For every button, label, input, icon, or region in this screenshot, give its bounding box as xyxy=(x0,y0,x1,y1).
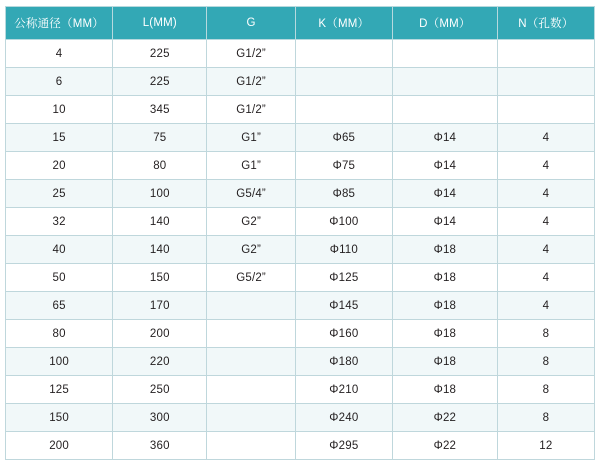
cell-g: G2” xyxy=(207,208,295,236)
cell-k xyxy=(295,96,392,124)
cell-k: Φ65 xyxy=(295,124,392,152)
cell-n: 8 xyxy=(497,320,594,348)
cell-n xyxy=(497,40,594,68)
cell-d: Φ18 xyxy=(392,292,497,320)
cell-k: Φ125 xyxy=(295,264,392,292)
cell-l: 300 xyxy=(113,404,207,432)
cell-g: G1/2” xyxy=(207,40,295,68)
cell-d xyxy=(392,68,497,96)
cell-d: Φ14 xyxy=(392,124,497,152)
cell-l: 170 xyxy=(113,292,207,320)
cell-nominal-diameter: 125 xyxy=(6,376,113,404)
cell-k xyxy=(295,40,392,68)
cell-g xyxy=(207,376,295,404)
cell-n xyxy=(497,96,594,124)
table-row xyxy=(6,376,595,404)
table-row xyxy=(6,320,595,348)
cell-nominal-diameter: 6 xyxy=(6,68,113,96)
cell-g xyxy=(207,348,295,376)
cell-g xyxy=(207,320,295,348)
cell-k: Φ75 xyxy=(295,152,392,180)
cell-nominal-diameter: 10 xyxy=(6,96,113,124)
cell-g xyxy=(207,432,295,460)
cell-d: Φ18 xyxy=(392,264,497,292)
cell-d: Φ22 xyxy=(392,432,497,460)
cell-g: G2” xyxy=(207,236,295,264)
cell-d xyxy=(392,96,497,124)
cell-g xyxy=(207,404,295,432)
cell-k: Φ160 xyxy=(295,320,392,348)
table-row xyxy=(6,40,595,68)
table-row xyxy=(6,96,595,124)
cell-d: Φ14 xyxy=(392,152,497,180)
cell-l: 225 xyxy=(113,40,207,68)
table-row xyxy=(6,208,595,236)
column-header-l: L(MM) xyxy=(113,7,207,40)
table-row xyxy=(6,180,595,208)
table-row xyxy=(6,348,595,376)
cell-d: Φ14 xyxy=(392,180,497,208)
table-row xyxy=(6,264,595,292)
cell-g xyxy=(207,292,295,320)
cell-l: 140 xyxy=(113,236,207,264)
cell-n: 4 xyxy=(497,124,594,152)
table-row xyxy=(6,152,595,180)
cell-g: G1” xyxy=(207,124,295,152)
table-row xyxy=(6,68,595,96)
cell-n: 8 xyxy=(497,348,594,376)
cell-nominal-diameter: 65 xyxy=(6,292,113,320)
cell-nominal-diameter: 100 xyxy=(6,348,113,376)
cell-g: G5/2” xyxy=(207,264,295,292)
cell-k xyxy=(295,68,392,96)
cell-nominal-diameter: 15 xyxy=(6,124,113,152)
cell-n: 4 xyxy=(497,180,594,208)
table-header-row xyxy=(6,7,595,40)
cell-n: 4 xyxy=(497,292,594,320)
table-body xyxy=(6,40,595,460)
cell-g: G1/2” xyxy=(207,96,295,124)
table-row xyxy=(6,404,595,432)
column-header-n: N（孔数） xyxy=(497,7,594,40)
cell-nominal-diameter: 25 xyxy=(6,180,113,208)
table-row xyxy=(6,236,595,264)
table-row xyxy=(6,124,595,152)
cell-l: 220 xyxy=(113,348,207,376)
cell-k: Φ145 xyxy=(295,292,392,320)
cell-l: 225 xyxy=(113,68,207,96)
cell-g: G1/2” xyxy=(207,68,295,96)
column-header-g: G xyxy=(207,7,295,40)
cell-l: 200 xyxy=(113,320,207,348)
cell-k: Φ110 xyxy=(295,236,392,264)
cell-n: 4 xyxy=(497,152,594,180)
cell-g: G5/4” xyxy=(207,180,295,208)
cell-n: 12 xyxy=(497,432,594,460)
cell-l: 75 xyxy=(113,124,207,152)
column-header-nominal-diameter: 公称通径（MM） xyxy=(6,7,113,40)
cell-g: G1” xyxy=(207,152,295,180)
column-header-k: K（MM） xyxy=(295,7,392,40)
cell-n: 4 xyxy=(497,208,594,236)
cell-d: Φ14 xyxy=(392,208,497,236)
cell-n: 8 xyxy=(497,376,594,404)
cell-nominal-diameter: 200 xyxy=(6,432,113,460)
cell-nominal-diameter: 20 xyxy=(6,152,113,180)
cell-k: Φ100 xyxy=(295,208,392,236)
cell-l: 140 xyxy=(113,208,207,236)
cell-n: 8 xyxy=(497,404,594,432)
cell-k: Φ295 xyxy=(295,432,392,460)
cell-k: Φ210 xyxy=(295,376,392,404)
cell-nominal-diameter: 40 xyxy=(6,236,113,264)
table-row xyxy=(6,292,595,320)
cell-n: 4 xyxy=(497,264,594,292)
table-row xyxy=(6,432,595,460)
specification-table xyxy=(5,6,595,460)
cell-l: 150 xyxy=(113,264,207,292)
cell-nominal-diameter: 50 xyxy=(6,264,113,292)
cell-nominal-diameter: 4 xyxy=(6,40,113,68)
cell-l: 345 xyxy=(113,96,207,124)
cell-l: 80 xyxy=(113,152,207,180)
cell-l: 360 xyxy=(113,432,207,460)
cell-l: 250 xyxy=(113,376,207,404)
cell-d xyxy=(392,40,497,68)
cell-d: Φ18 xyxy=(392,236,497,264)
cell-k: Φ240 xyxy=(295,404,392,432)
cell-d: Φ18 xyxy=(392,320,497,348)
cell-k: Φ180 xyxy=(295,348,392,376)
cell-k: Φ85 xyxy=(295,180,392,208)
cell-n xyxy=(497,68,594,96)
cell-l: 100 xyxy=(113,180,207,208)
column-header-d: D（MM） xyxy=(392,7,497,40)
cell-nominal-diameter: 80 xyxy=(6,320,113,348)
cell-d: Φ18 xyxy=(392,348,497,376)
cell-n: 4 xyxy=(497,236,594,264)
cell-nominal-diameter: 32 xyxy=(6,208,113,236)
cell-d: Φ22 xyxy=(392,404,497,432)
cell-d: Φ18 xyxy=(392,376,497,404)
table-header xyxy=(6,7,595,40)
cell-nominal-diameter: 150 xyxy=(6,404,113,432)
